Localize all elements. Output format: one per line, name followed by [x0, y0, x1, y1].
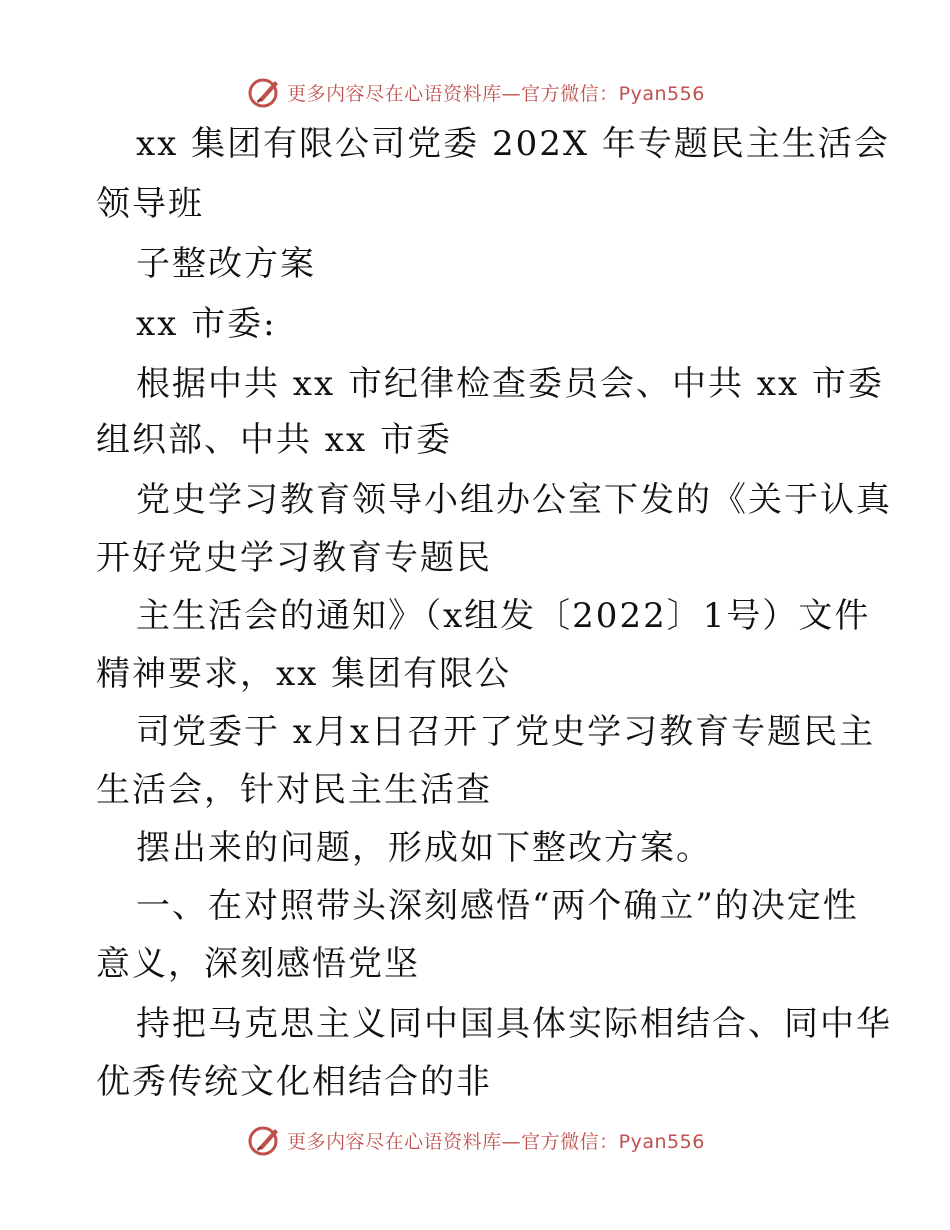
brush-logo-icon [245, 1121, 283, 1159]
title-line-2: 领导班 [96, 184, 204, 224]
paragraph-line: 生活会，针对民主生活查 [96, 770, 492, 810]
paragraph-line: 优秀传统文化相结合的非 [96, 1062, 492, 1102]
watermark-text: 更多内容尽在心语资料库—官方微信：Pyan556 [287, 1130, 705, 1153]
title-line-1: xx 集团有限公司党委 202X 年专题民主生活会 [136, 124, 890, 164]
section-heading-line: 一、在对照带头深刻感悟“两个确立”的决定性 [136, 886, 859, 926]
paragraph-line: 根据中共 xx 市纪律检查委员会、中共 xx 市委 [136, 364, 884, 404]
paragraph-line: 司党委于 x月x日召开了党史学习教育专题民主 [136, 712, 876, 752]
salutation: xx 市委: [136, 304, 277, 344]
paragraph-line: 摆出来的问题，形成如下整改方案。 [136, 828, 712, 868]
paragraph-line: 主生活会的通知》（x组发〔2022〕1号）文件 [136, 596, 871, 636]
brush-logo-icon [245, 73, 283, 111]
paragraph-line: 党史学习教育领导小组办公室下发的《关于认真 [136, 480, 892, 520]
paragraph-line: 组织部、中共 xx 市委 [96, 420, 452, 460]
paragraph-line: 开好党史学习教育专题民 [96, 538, 492, 578]
paragraph-line: 精神要求，xx 集团有限公 [96, 654, 512, 694]
watermark-header [0, 70, 950, 114]
watermark-text: 更多内容尽在心语资料库—官方微信：Pyan556 [287, 82, 705, 105]
paragraph-line: 持把马克思主义同中国具体实际相结合、同中华 [136, 1004, 892, 1044]
title-line-3: 子整改方案 [136, 244, 316, 284]
section-heading-line: 意义，深刻感悟党坚 [96, 944, 420, 984]
watermark-footer [0, 1118, 950, 1162]
